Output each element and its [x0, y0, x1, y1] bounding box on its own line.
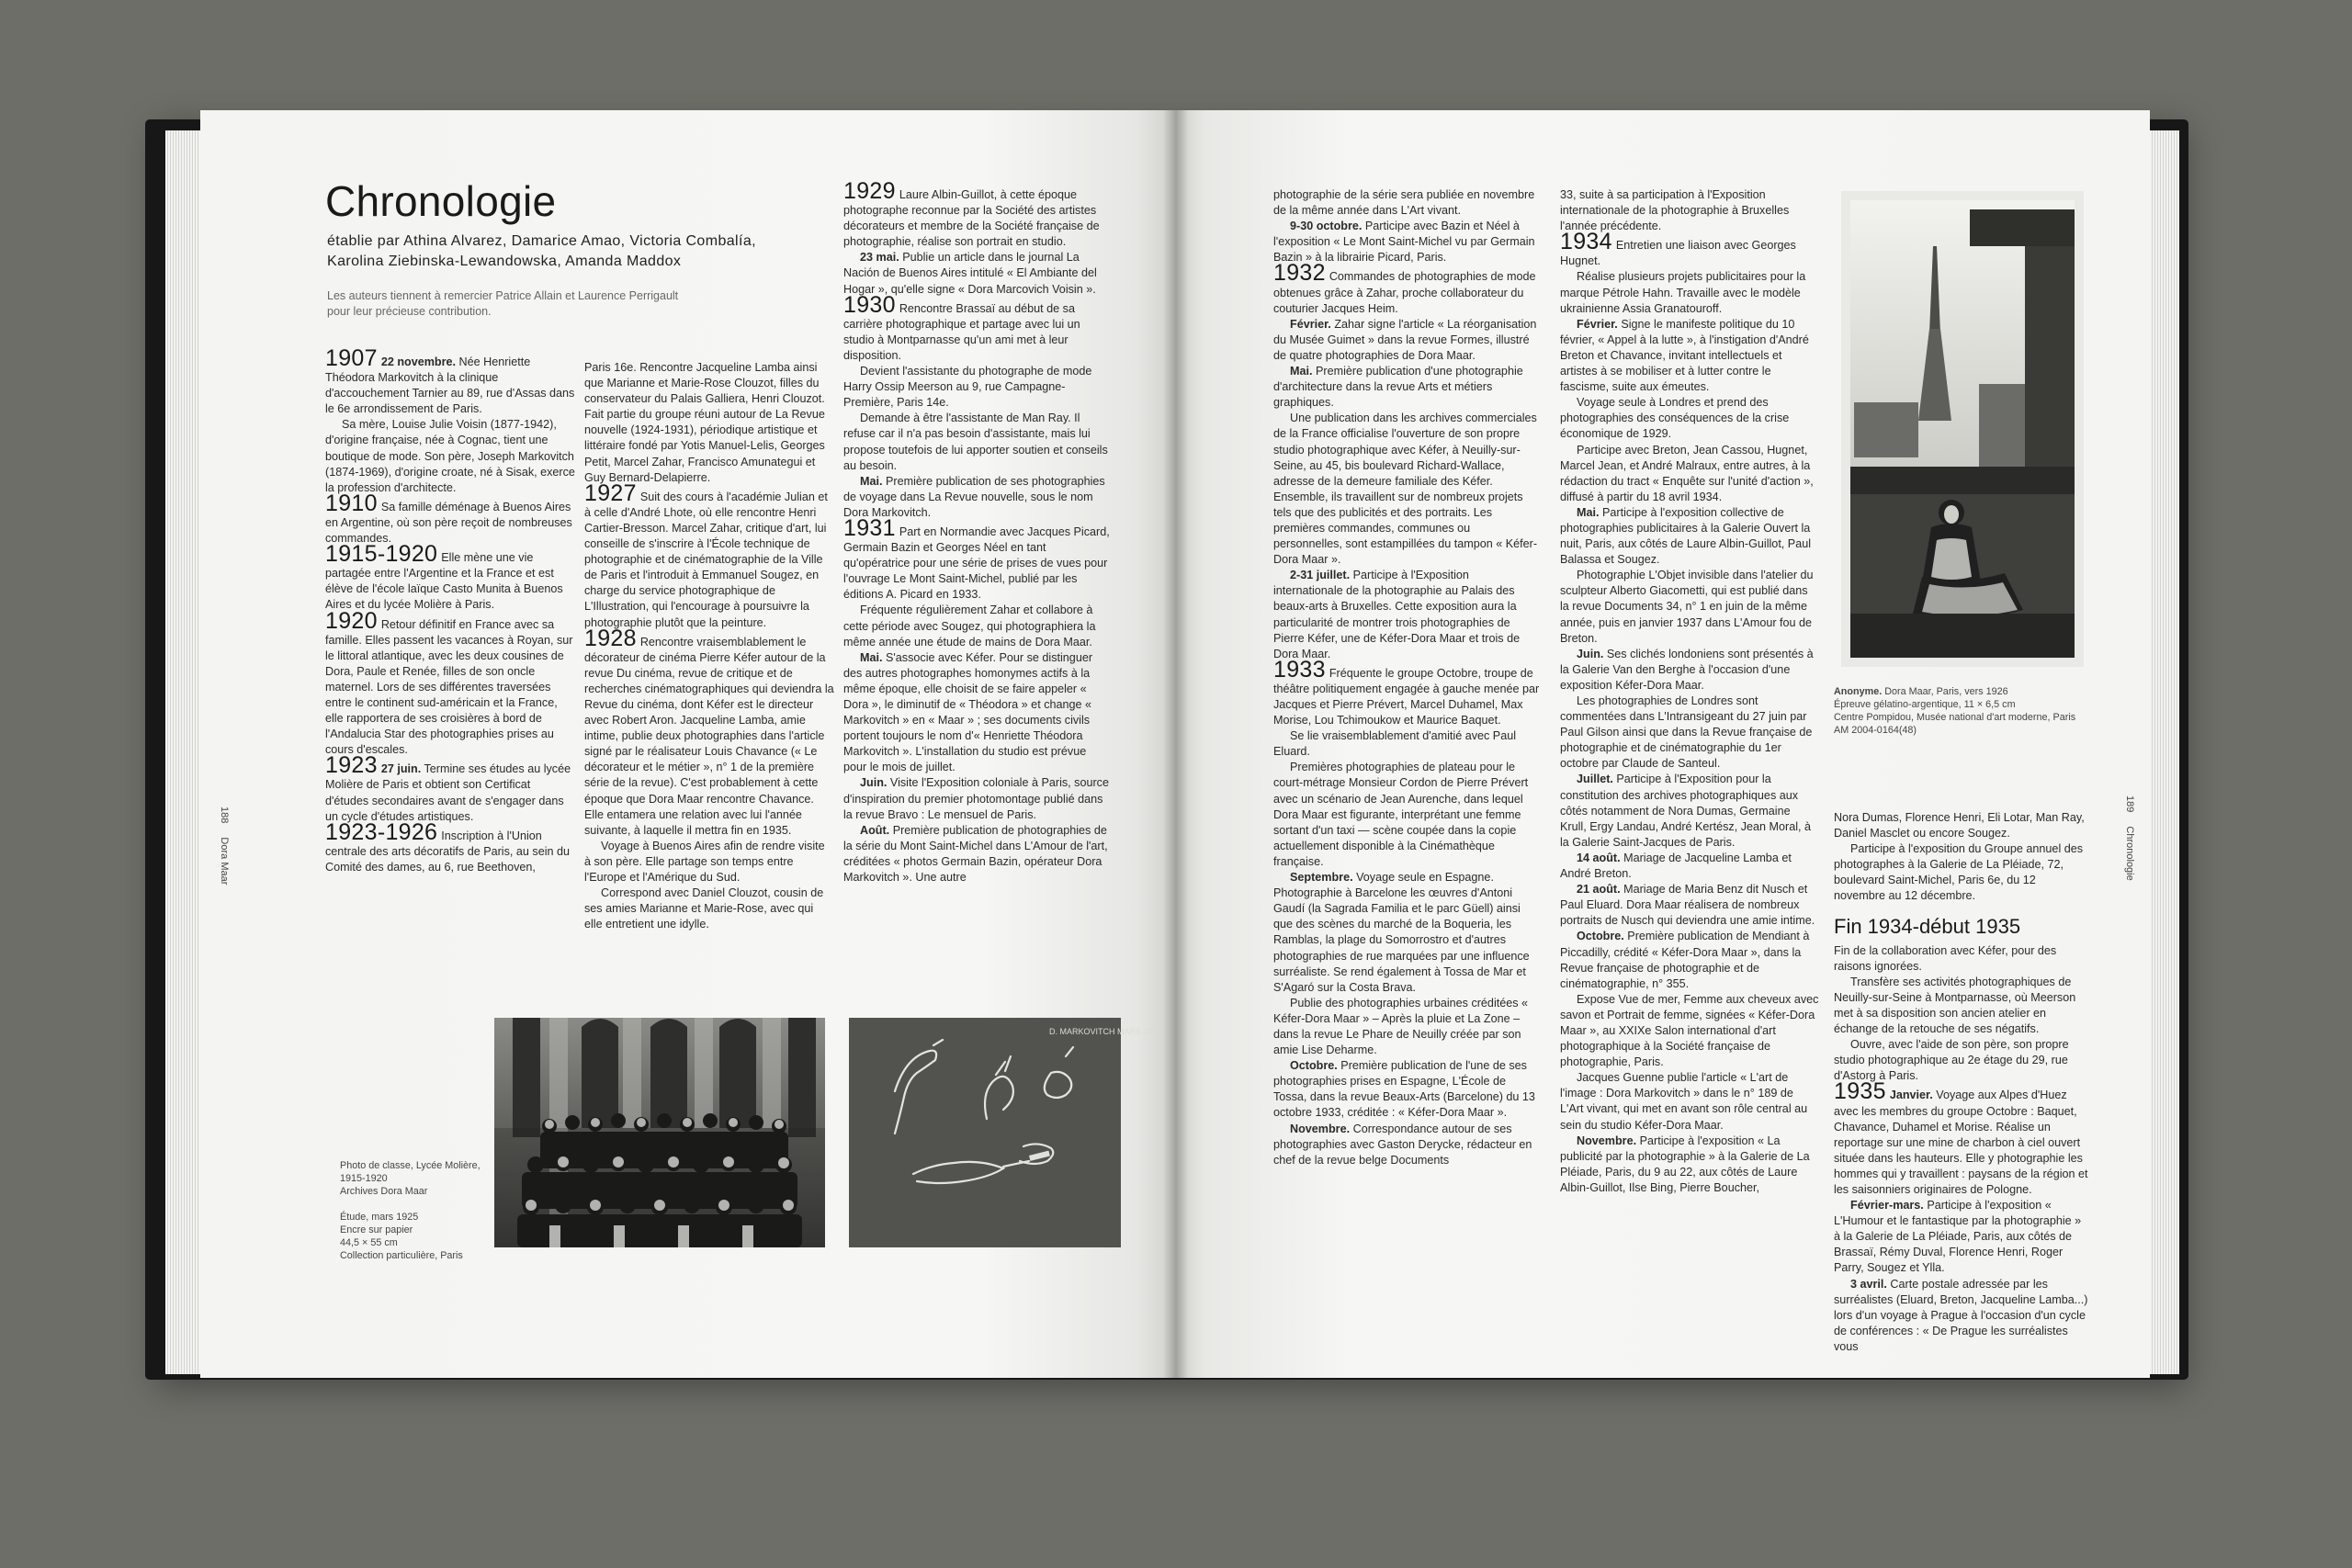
caption-text: Dora Maar, Paris, vers 1926	[1884, 686, 2008, 697]
chronology-entry	[1560, 882, 1819, 929]
entry-year: 1907	[325, 345, 378, 371]
authors-line-2: Karolina Ziebinska-Lewandowska, Amanda Maddox	[327, 254, 682, 269]
chronology-entry	[584, 886, 834, 932]
entry-text: Mariage de Jacqueline Lamba et André Breton.	[1560, 851, 1792, 881]
entry-text: Première publication de Mendiant à Piccadilly, crédité « Kéfer-Dora Maar », dans la Revue française de photographie et de cinématographie, n° 355.	[1560, 930, 1810, 990]
entry-text: Voyage à Buenos Aires afin de rendre visite à son père. Elle partage son temps entre l'Europe et l'Amérique du Sud.	[584, 839, 825, 884]
entry-year: 1932	[1273, 260, 1326, 287]
entry-text: Publie des photographies urbaines créditées « Kéfer-Dora Maar » – Après la pluie et La Zone – dans la revue Le Phare de Neuilly créée par son amie Lise Deharme.	[1273, 996, 1529, 1057]
entry-text: Première publication d'une photographie d'architecture dans la revue Arts et métiers graphiques.	[1273, 365, 1523, 410]
chronology-entry	[843, 291, 1112, 364]
entry-text: Participe à l'Exposition internationale de la photographie au Palais des beaux-arts à Bruxelles. Cette exposition aura la particularité de montrer trois photographies de Pierre Kéfer, une de Kéfer-Dora Maar et trois de Dora Maar.	[1273, 569, 1521, 660]
left-column-3	[843, 178, 1112, 886]
left-page	[200, 110, 1176, 1378]
chronology-entry	[1834, 810, 2089, 841]
chronology-entry	[1560, 992, 1819, 1070]
right-page	[1176, 110, 2150, 1378]
caption-line	[1834, 711, 2100, 724]
chronology-entry	[1834, 841, 2089, 904]
entry-date: Novembre.	[1290, 1122, 1351, 1135]
caption-hands-study	[340, 1211, 496, 1262]
chronology-entry	[325, 818, 575, 875]
chronology-entry	[1560, 568, 1819, 646]
entry-date: Juillet.	[1577, 773, 1613, 786]
entry-text: Entretien une liaison avec Georges Hugnet.	[1560, 239, 1796, 268]
acknowledgements-line-1: Les auteurs tiennent à remercier Patrice Allain et Laurence Perrigault	[327, 289, 679, 302]
chronology-entry	[1834, 1037, 2089, 1084]
chronology-entry	[1834, 1078, 2089, 1198]
right-column-3	[1834, 810, 2089, 1355]
chronology-entry	[1834, 943, 2089, 975]
entry-text: Née Henriette Théodora Markovitch à la clinique d'accouchement Tarnier au 89, rue d'Assas dans le 6e arrondissement de Paris.	[325, 355, 575, 416]
caption-line: Collection particulière, Paris	[340, 1250, 463, 1261]
book-gutter	[1163, 110, 1189, 1378]
entry-date: 3 avril.	[1850, 1277, 1887, 1291]
entry-text: Sa mère, Louise Julie Voisin (1877-1942), d'origine française, née à Cognac, tient une boutique de mode. Son père, Joseph Markovitch (1874-1969), d'origine croate, né à Sisak, exerce la profession d'architecte.	[325, 418, 575, 494]
entry-text: Se lie vraisemblablement d'amitié avec Paul Eluard.	[1273, 729, 1517, 759]
entry-text: Signe le manifeste politique du 10 février, « Appel à la lutte », à l'instigation d'André Breton et Chavance, invitant intellectuels et artistes à se mobiliser et à lutter contre le fascisme, suite aux émeutes.	[1560, 317, 1809, 394]
entry-date: Mai.	[860, 650, 883, 664]
running-head: Dora Maar	[219, 837, 230, 886]
chronology-entry	[1273, 1122, 1542, 1168]
chronology-entry	[1560, 1134, 1819, 1196]
entry-date: 2-31 juillet.	[1290, 569, 1351, 582]
chronology-entry	[1273, 364, 1542, 411]
right-column-1	[1273, 187, 1542, 1168]
entry-text: Participe à l'exposition « La publicité par la photographie » à la Galerie de La Pléiade, Paris, du 9 au 22, aux côtés de Laure Albin-Guillot, Ilse Bing, Pierre Boucher,	[1560, 1134, 1810, 1194]
entry-year: 1923	[325, 752, 378, 779]
chronology-entry	[1273, 187, 1542, 219]
entry-date: Juin.	[1577, 647, 1604, 660]
chronology-entry	[1273, 728, 1542, 760]
chronology-entry	[1560, 395, 1819, 442]
entry-year: 1927	[584, 479, 637, 506]
entry-text: Première publication de l'une de ses photographies prises en Espagne, L'École de Tossa, dans la revue Beaux-Arts (Barcelone) du 13 octobre 1933, créditée : « Kéfer-Dora Maar ».	[1273, 1059, 1535, 1120]
caption-text: Épreuve gélatino-argentique, 11 × 6,5 cm	[1834, 699, 2016, 710]
chronology-entry	[1273, 870, 1542, 996]
entry-text: Retour définitif en France avec sa famille. Elles passent les vacances à Royan, sur le littoral atlantique, avec les deux cousines de Dora, Paule et Renée, filles de son oncle maternel. Lors de ses différentes traversées entre le continent sud-américain et la France, elle rapportera de ses croisières à bord de l'Andalucia Star des photographies prises au cours d'escales.	[325, 617, 573, 757]
caption-line: 44,5 × 55 cm	[340, 1237, 398, 1248]
chronology-entry	[1560, 851, 1819, 882]
entry-text: Rencontre vraisemblablement le décorateur de cinéma Pierre Kéfer autour de la revue Du cinéma, revue de critique et de recherches cinématographiques qui deviendra la Revue du cinéma, dont Kéfer est le directeur avec Robert Aron. Jacqueline Lamba, amie intime, publie deux photographies dans l'article signé par le réalisateur Louis Chavance (« Le décorateur et le métier », n° 1 de la première série de la revue). C'est probablement à cette époque que Dora Maar rencontre Chavance. Elle entamera une relation avec lui l'année suivante, à laquelle il mettra fin en 1935.	[584, 635, 834, 837]
chronology-entry	[843, 650, 1112, 776]
entry-year: 1910	[325, 490, 378, 516]
page-edges-left	[165, 130, 204, 1374]
entry-date: Janvier.	[1889, 1089, 1933, 1102]
entry-text: Correspondance autour de ses photographies avec Gaston Derycke, rédacteur en chef de la revue belge Documents	[1273, 1122, 1532, 1167]
entry-date: Février-mars.	[1850, 1199, 1924, 1213]
hands-study-inscription: D. MARKOVITCH MARS 1925	[1049, 1027, 1162, 1036]
entry-text: S'associe avec Kéfer. Pour se distinguer des autres photographes homonymes actifs à la même époque, elle choisit de se faire appeler « Dora », le diminutif de « Théodora » et change « Markovitch » en « Maar » ; ses documents civils portent toujours le nom d'« Henriette Théodora Markovitch ». L'installation du studio est prévue pour le mois de juillet.	[843, 650, 1093, 774]
chronology-entry	[1560, 229, 1819, 269]
entry-text: Nora Dumas, Florence Henri, Eli Lotar, Man Ray, Daniel Masclet ou encore Sougez.	[1834, 811, 2085, 840]
entry-text: Paris 16e. Rencontre Jacqueline Lamba ainsi que Marianne et Marie-Rose Clouzot, filles du conservateur du Palais Galliera, Henri Clouzot. Fait partie du groupe réuni autour de La Revue nouvelle (1924-1931), périodique artistique et littéraire fondé par Yotis Manuel-Lelis, Georges Petit, Marcel Zahar, Francisco Amunategui et Guy Bernard-Delapierre.	[584, 361, 825, 484]
chronology-entry	[1560, 187, 1819, 234]
chronology-entry	[1560, 317, 1819, 395]
entry-text: Jacques Guenne publie l'article « L'art de l'image : Dora Markovitch » dans le n° 189 de L'Art vivant, qui met en avant son rôle central au sein du studio Kéfer-Dora Maar.	[1560, 1071, 1808, 1132]
entry-text: Fin de la collaboration avec Kéfer, pour des raisons ignorées.	[1834, 943, 2057, 973]
chronology-entry	[1560, 694, 1819, 772]
chronology-entry	[584, 360, 834, 486]
entry-date: Février.	[1290, 317, 1331, 331]
entry-text: Mariage de Maria Benz dit Nusch et Paul Eluard. Dora Maar réalisera de nombreux portraits de Nusch qui deviendra une amie intime.	[1560, 883, 1815, 928]
page-number: 189	[2124, 795, 2135, 813]
entry-text: Participe à l'Exposition pour la constitution des archives photographiques aux côtés notamment de Nora Dumas, Germaine Krull, Ergy Landau, André Kertész, Jean Moral, à la Galerie Saint-Jacques de Paris.	[1560, 773, 1812, 849]
entry-date: 14 août.	[1577, 851, 1621, 864]
chronology-entry	[325, 607, 575, 759]
page-title: Chronologie	[325, 177, 557, 225]
entry-text: Elle mène une vie partagée entre l'Argentine et la France et est élève de l'école laïque Casto Munita à Buenos Aires et du lycée Molière à Paris.	[325, 551, 563, 612]
caption-line	[1834, 685, 2100, 698]
entry-text: Participe avec Bazin et Néel à l'exposition « Le Mont Saint-Michel vu par Germain Bazin » à la librairie Picard, Paris.	[1273, 220, 1535, 265]
entry-text: Voyage aux Alpes d'Huez avec les membres du groupe Octobre : Baquet, Chavance, Duhamel et Morise. Réalise un reportage sur une mine de charbon à ciel ouvert située dans les hauteurs. Elle y photographie les hommes qui y travaillent : paysans de la région et les saisonniers originaires de Pologne.	[1834, 1089, 2088, 1196]
chronology-entry	[325, 490, 575, 547]
entry-text: Ses clichés londoniens sont présentés à la Galerie Van den Berghe à l'occasion d'une exposition Kéfer-Dora Maar.	[1560, 647, 1814, 692]
entry-date: 27 juin.	[380, 762, 422, 776]
entry-date: Mai.	[1577, 505, 1600, 519]
caption-line	[1834, 724, 2100, 737]
chronology-entry	[584, 625, 834, 839]
entry-year: 1931	[843, 514, 896, 541]
chronology-entry	[325, 417, 575, 495]
entry-text: photographie de la série sera publiée en novembre de la même année dans L'Art vivant.	[1273, 188, 1535, 218]
entry-date: Octobre.	[1577, 930, 1624, 943]
chronology-entry	[1560, 1070, 1819, 1133]
entry-year: 1933	[1273, 656, 1326, 682]
acknowledgements-line-2: pour leur précieuse contribution.	[327, 305, 492, 318]
chronology-entry	[1273, 219, 1542, 265]
page-number: 188	[219, 807, 230, 824]
chronology-entry	[1273, 996, 1542, 1058]
caption-line: Archives Dora Maar	[340, 1186, 428, 1197]
entry-date: Novembre.	[1577, 1134, 1637, 1147]
entry-text: Une publication dans les archives commerciales de la France officialise l'ouverture de son propre studio photographique avec Kéfer, à Neuilly-sur-Seine, au 45, bis boulevard Richard-Wallace, adresse de la demeure familiale des Kéfer. Ensemble, ils travaillent sur de nombreux projets tels que des publicités et des portraits. Les premières commandes, communes ou personnelles, sont estampillées du tampon « Kéfer-Dora Maar ».	[1273, 412, 1538, 567]
entry-year: 1923-1926	[325, 818, 438, 845]
entry-date: Février.	[1577, 317, 1618, 331]
entry-text: Laure Albin-Guillot, à cette époque photographe reconnue par la Société des artistes décorateurs et membre de la Société française de photographie, réalise son portrait en studio.	[843, 188, 1100, 249]
entry-text: Participe à l'exposition du Groupe annuel des photographes à la Galerie de La Pléiade, 72, boulevard Saint-Michel, Paris 6e, du 12 novembre au 12 décembre.	[1834, 842, 2084, 903]
caption-line: 1915-1920	[340, 1173, 388, 1184]
entry-date: Juin.	[860, 776, 888, 790]
caption-line: Étude, mars 1925	[340, 1212, 419, 1223]
chronology-entry	[584, 479, 834, 631]
caption-class-photo	[340, 1159, 496, 1198]
entry-date: 9-30 octobre.	[1290, 220, 1363, 233]
chronology-entry	[1834, 1198, 2089, 1276]
entry-text: Inscription à l'Union centrale des arts décoratifs de Paris, au sein du Comité des dames, au 6, rue Beethoven,	[325, 829, 571, 874]
chronology-entry	[1560, 647, 1819, 694]
section-heading: Fin 1934-début 1935	[1834, 914, 2021, 938]
entry-year: 1930	[843, 291, 896, 318]
acknowledgements	[327, 288, 842, 320]
chronology-entry	[843, 178, 1112, 250]
entry-text: Transfère ses activités photographiques de Neuilly-sur-Seine à Montparnasse, où Meerson met à sa disposition son ancien atelier en échange de la retouche de ses négatifs.	[1834, 975, 2076, 1036]
chronology-entry	[325, 345, 575, 417]
entry-text: Demande à être l'assistante de Man Ray. Il refuse car il n'a pas besoin d'assistante, mais lui propose toutefois de lui apporter soutien et conseils au besoin.	[843, 412, 1108, 472]
entry-text: Sa famille déménage à Buenos Aires en Argentine, où son père reçoit de nombreuses commandes.	[325, 500, 572, 546]
authors	[327, 231, 842, 272]
chronology-entry	[1560, 772, 1819, 850]
chronology-entry	[1273, 317, 1542, 364]
chronology-entry	[1560, 505, 1819, 568]
chronology-entry	[1560, 443, 1819, 505]
entry-text: Part en Normandie avec Jacques Picard, Germain Bazin et Georges Néel en tant qu'opératrice pour une série de prises de vues pour l'ouvrage Le Mont Saint-Michel, publié par les éditions A. Picard en 1933.	[843, 525, 1110, 602]
entry-text: Participe à l'exposition « L'Humour et le fantastique par la photographie » à la Galerie de La Pléiade, Paris, aux côtés de Brassaï, Rémy Duval, Florence Henri, Roger Parry, Sougez et Ylla.	[1834, 1199, 2082, 1275]
entry-text: Participe à l'exposition collective de photographies publicitaires à la Galerie Ouvert la nuit, Paris, aux côtés de Laure Albin-Guillot, Paul Balassa et Sougez.	[1560, 505, 1812, 567]
caption-author: Anonyme.	[1834, 686, 1883, 697]
entry-text: Suit des cours à l'académie Julian et à celle d'André Lhote, où elle rencontre Henri Cartier-Bresson. Marcel Zahar, critique d'art, lui conseille de s'inscrire à l'École technique de photographie et de cinématographie de la Ville de Paris et l'introduit à Emmanuel Sougez, en charge du service photographique de L'Illustration, qui l'encourage à poursuivre la photographie plutôt que la peinture.	[584, 490, 828, 629]
entry-text: Ouvre, avec l'aide de son père, son propre studio photographique au 2e étage du 29, rue d'Astorg à Paris.	[1834, 1038, 2069, 1083]
caption-text: AM 2004-0164(48)	[1834, 725, 1917, 736]
caption-line: Photo de classe, Lycée Molière,	[340, 1160, 481, 1171]
chronology-entry	[843, 250, 1112, 297]
entry-text: Expose Vue de mer, Femme aux cheveux avec savon et Portrait de femme, signées « Kéfer-Dora Maar », au XXIXe Salon international d'art photographique à la Société française de photographie, Paris.	[1560, 992, 1819, 1069]
entry-date: Mai.	[1290, 365, 1313, 378]
entry-text: Photographie L'Objet invisible dans l'atelier du sculpteur Alberto Giacometti, qui est publié dans la revue Documents 34, n° 1 en juin de la même année, puis en janvier 1937 dans L'Amour fou de Breton.	[1560, 569, 1814, 645]
entry-text: Correspond avec Daniel Clouzot, cousin de ses amies Marianne et Marie-Rose, avec qui elle entretient une idylle.	[584, 886, 824, 931]
entry-text: Première publication de photographies de la série du Mont Saint-Michel dans L'Amour de l'art, créditées « photos Germain Bazin, opérateur Dora Markovitch ». Une autre	[843, 823, 1108, 885]
entry-text: Premières photographies de plateau pour le court-métrage Monsieur Cordon de Pierre Prévert avec un scénario de Jean Aurenche, dans lequel Dora Maar est figurante, interprétant une femme sortant d'un taxi — scène coupée dans la copie actuellement disponible à la Cinémathèque française.	[1273, 761, 1529, 868]
entry-date: Septembre.	[1290, 871, 1353, 885]
entry-year: 1915-1920	[325, 541, 438, 568]
entry-text: Publie un article dans le journal La Nación de Buenos Aires intitulé « El Ambiante del Hogar », qu'elle signe « Dora Marcovich Voisin ».	[843, 251, 1097, 296]
entry-date: 21 août.	[1577, 883, 1621, 897]
entry-text: Les photographies de Londres sont commentées dans L'Intransigeant du 27 juin par Paul Gilson ainsi que dans la Revue française de photographie et de cinématographie du 1er octobre par Claude de Santeul.	[1560, 694, 1813, 771]
entry-text: Carte postale adressée par les surréalistes (Eluard, Breton, Jacqueline Lamba...) lors d'un voyage à Prague à l'occasion d'un cycle de conférences : « De Prague les surréalistes vous	[1834, 1277, 2088, 1353]
chronology-entry	[1560, 929, 1819, 991]
chronology-entry	[1273, 656, 1542, 728]
entry-text: Visite l'Exposition coloniale à Paris, source d'inspiration du premier photomontage publié dans la revue Bravo : Le mensuel de Paris.	[843, 776, 1109, 821]
entry-text: Rencontre Brassaï au début de sa carrière photographique et partage avec lui un studio à Montparnasse qu'un ami met à leur disposition.	[843, 301, 1080, 362]
chronology-entry	[843, 823, 1112, 886]
entry-date: Octobre.	[1290, 1059, 1338, 1073]
entry-date: 22 novembre.	[380, 355, 457, 368]
chronology-entry	[843, 603, 1112, 649]
caption-line	[1834, 698, 2100, 711]
chronology-entry	[325, 752, 575, 824]
entry-year: 1929	[843, 178, 896, 204]
entry-text: Commandes de photographies de mode obtenues grâce à Zahar, proche collaborateur du couturier Jacques Heim.	[1273, 270, 1536, 315]
chronology-entry	[1273, 760, 1542, 870]
authors-line-1: établie par Athina Alvarez, Damarice Amao, Victoria Combalía,	[327, 233, 756, 249]
entry-year: 1928	[584, 625, 637, 651]
entry-text: Fréquente régulièrement Zahar et collabore à cette période avec Sougez, qui photographiera la même année une étude de mains de Dora Maar.	[843, 604, 1096, 649]
entry-date: Mai.	[860, 474, 883, 488]
entry-text: Fréquente le groupe Octobre, troupe de théâtre politiquement engagée à gauche menée par Jacques et Pierre Prévert, Marcel Duhamel, Max Morise, Lou Tchimoukow et Maurice Baquet.	[1273, 666, 1540, 728]
entry-text: Devient l'assistante du photographe de mode Harry Ossip Meerson au 9, rue Campagne-Première, Paris 14e.	[843, 365, 1092, 410]
chronology-entry	[843, 411, 1112, 473]
entry-text: Zahar signe l'article « La réorganisation du Musée Guimet » dans la revue Formes, illustré de quatre photographies de Dora Maar.	[1273, 317, 1537, 362]
entry-text: Termine ses études au lycée Molière de Paris et obtient son Certificat d'études secondaires avant de s'engager dans un cycle d'études artistiques.	[325, 762, 571, 823]
entry-year: 1934	[1560, 229, 1612, 255]
chronology-entry	[325, 541, 575, 613]
entry-year: 1935	[1834, 1078, 1886, 1105]
chronology-entry	[1273, 411, 1542, 568]
chronology-entry	[843, 514, 1112, 603]
chronology-entry	[1834, 975, 2089, 1037]
class-photo-image	[494, 1018, 825, 1247]
caption-text: Centre Pompidou, Musée national d'art moderne, Paris	[1834, 712, 2076, 723]
right-column-2	[1560, 187, 1819, 1196]
running-head: Chronologie	[2124, 826, 2135, 881]
right-folio	[2124, 795, 2135, 881]
entry-text: Première publication de ses photographies de voyage dans La Revue nouvelle, sous le nom Dora Markovitch.	[843, 474, 1105, 519]
entry-text: Voyage seule en Espagne. Photographie à Barcelone les œuvres d'Antoni Gaudí (la Sagrada Familia et le parc Güell) ainsi que des scènes du marché de la Boqueria, les Ramblas, la plage du Somorrostro et d'autres photographies de rue marquées par une influence surréaliste. Se rend également à Tossa de Mar et S'Agaró sur la Costa Brava.	[1273, 871, 1530, 994]
entry-text: 33, suite à sa participation à l'Exposition internationale de la photographie à Bruxelles l'année précédente.	[1560, 188, 1790, 233]
entry-text: Réalise plusieurs projets publicitaires pour la marque Pétrole Hahn. Travaille avec le modèle ukrainienne Assia Granatouroff.	[1560, 270, 1806, 315]
left-column-1	[325, 345, 575, 875]
chronology-entry	[843, 775, 1112, 822]
hands-study-image	[849, 1018, 1162, 1247]
entry-year: 1920	[325, 607, 378, 634]
caption-line: Encre sur papier	[340, 1224, 413, 1235]
chronology-entry	[584, 839, 834, 886]
entry-date: 23 mai.	[860, 251, 899, 265]
chronology-entry	[1273, 1058, 1542, 1121]
chronology-entry	[843, 474, 1112, 521]
entry-date: Août.	[860, 823, 890, 837]
chronology-entry	[1560, 269, 1819, 316]
left-column-2	[584, 360, 834, 932]
chronology-entry	[1834, 1277, 2089, 1355]
portrait-photo-caption	[1834, 685, 2100, 737]
chronology-entry	[1273, 260, 1542, 316]
left-folio	[219, 807, 230, 885]
portrait-photo-image	[1841, 191, 2084, 667]
entry-text: Voyage seule à Londres et prend des photographies des conséquences de la crise économique de 1929.	[1560, 396, 1790, 441]
entry-text: Participe avec Breton, Jean Cassou, Hugnet, Marcel Jean, et André Malraux, entre autres, à la rédaction du tract « Enquête sur l'unité d'action », diffusé à partir du 18 avril 1934.	[1560, 443, 1814, 503]
chronology-entry	[843, 364, 1112, 411]
chronology-entry	[1273, 568, 1542, 662]
